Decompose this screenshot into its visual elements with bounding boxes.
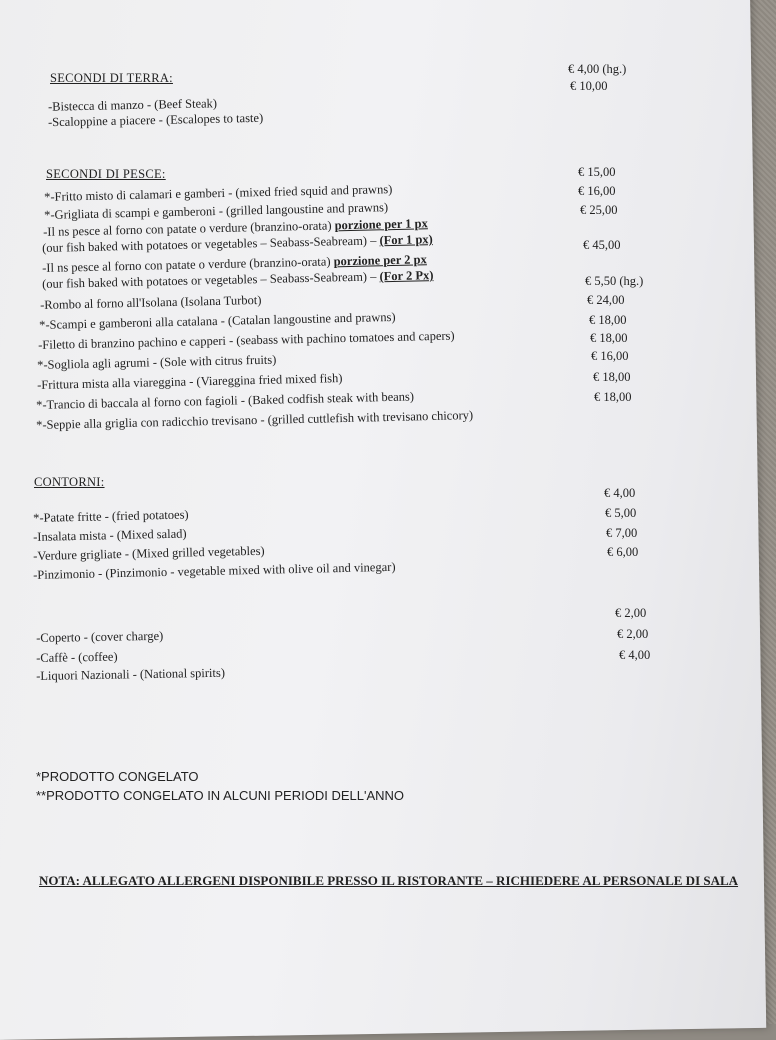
portion-note: (For 2 Px): [379, 268, 434, 284]
section-heading-pesce: SECONDI DI PESCE:: [46, 167, 166, 181]
menu-item: -Liquori Nazionali - (National spirits): [36, 665, 226, 683]
menu-price: € 4,00: [604, 486, 636, 500]
menu-item: *-Grigliata di scampi e gamberoni - (grilled langoustine and prawns): [44, 200, 389, 222]
allergen-note: NOTA: ALLEGATO ALLERGENI DISPONIBILE PRESSO IL RISTORANTE – RICHIEDERE AL PERSONALE DI SALA: [39, 873, 739, 888]
menu-price: € 16,00: [578, 184, 616, 198]
menu-price: € 18,00: [594, 390, 632, 404]
menu-price: € 18,00: [589, 313, 627, 327]
menu-price: € 25,00: [580, 203, 618, 217]
menu-price: € 10,00: [570, 79, 608, 93]
menu-price: € 4,00 (hg.): [568, 62, 627, 76]
menu-item: -Insalata mista - (Mixed salad): [33, 526, 187, 544]
menu-price: € 45,00: [583, 238, 621, 252]
menu-price: € 24,00: [587, 293, 625, 307]
menu-item: -Scaloppine a piacere - (Escalopes to taste): [47, 110, 264, 130]
menu-price: € 7,00: [606, 526, 638, 540]
section-heading-contorni: CONTORNI:: [34, 475, 105, 489]
menu-item: *-Seppie alla griglia con radicchio trevisano - (grilled cuttlefish with trevisano chicory): [36, 408, 474, 432]
menu-price: € 18,00: [590, 331, 628, 345]
menu-price: € 2,00: [617, 627, 649, 641]
menu-price: € 5,50 (hg.): [585, 274, 644, 288]
menu-item: *-Fritto misto di calamari e gamberi - (mixed fried squid and prawns): [44, 182, 393, 204]
menu-item-text: -Il ns pesce al forno con patate o verdure (branzino-orata): [42, 254, 334, 275]
menu-price: € 4,00: [619, 648, 651, 662]
menu-item: -Caffè - (coffee): [36, 649, 118, 665]
menu-item: -Pinzimonio - (Pinzimonio - vegetable mixed with olive oil and vinegar): [33, 559, 396, 582]
menu-item: -Verdure grigliate - (Mixed grilled vegetables): [33, 543, 265, 563]
menu-item: *-Scampi e gamberoni alla catalana - (Catalan langoustine and prawns): [39, 309, 396, 332]
menu-item: -Frittura mista alla viareggina - (Viareggina fried mixed fish): [37, 371, 343, 392]
menu-price: € 2,00: [615, 606, 647, 620]
menu-item: -Bistecca di manzo - (Beef Steak): [47, 96, 218, 114]
menu-price: € 16,00: [591, 349, 629, 363]
portion-note: porzione per 2 px: [333, 252, 427, 269]
menu-item-text: -Il ns pesce al forno con patate o verdure (branzino-orata): [43, 218, 335, 239]
menu-price: € 5,00: [605, 506, 637, 520]
menu-item: *-Trancio di baccala al forno con fagioli - (Baked codfish steak with beans): [36, 389, 415, 412]
menu-item: *-Sogliola agli agrumi - (Sole with citrus fruits): [37, 352, 277, 372]
menu-price: € 15,00: [578, 165, 616, 179]
footnote-frozen: *PRODOTTO CONGELATO: [36, 769, 199, 784]
menu-item-text: (our fish baked with potatoes or vegetables – Seabass-Seabream) –: [42, 269, 380, 291]
menu-price: € 18,00: [593, 370, 631, 384]
menu-item-text: (our fish baked with potatoes or vegetables – Seabass-Seabream) –: [42, 233, 380, 255]
portion-note: porzione per 1 px: [334, 216, 428, 233]
footnote-frozen-seasonal: **PRODOTTO CONGELATO IN ALCUNI PERIODI DELL'ANNO: [36, 788, 405, 803]
menu-item: -Coperto - (cover charge): [36, 628, 164, 645]
menu-item: -Rombo al forno all'Isolana (Isolana Turbot): [40, 292, 262, 312]
menu-price: € 6,00: [607, 545, 639, 559]
portion-note: (For 1 px): [379, 232, 433, 248]
section-heading-terra: SECONDI DI TERRA:: [50, 71, 173, 85]
menu-item: *-Patate fritte - (fried potatoes): [33, 507, 189, 525]
menu-item: -Filetto di branzino pachino e capperi - (seabass with pachino tomatoes and capers): [38, 328, 455, 352]
